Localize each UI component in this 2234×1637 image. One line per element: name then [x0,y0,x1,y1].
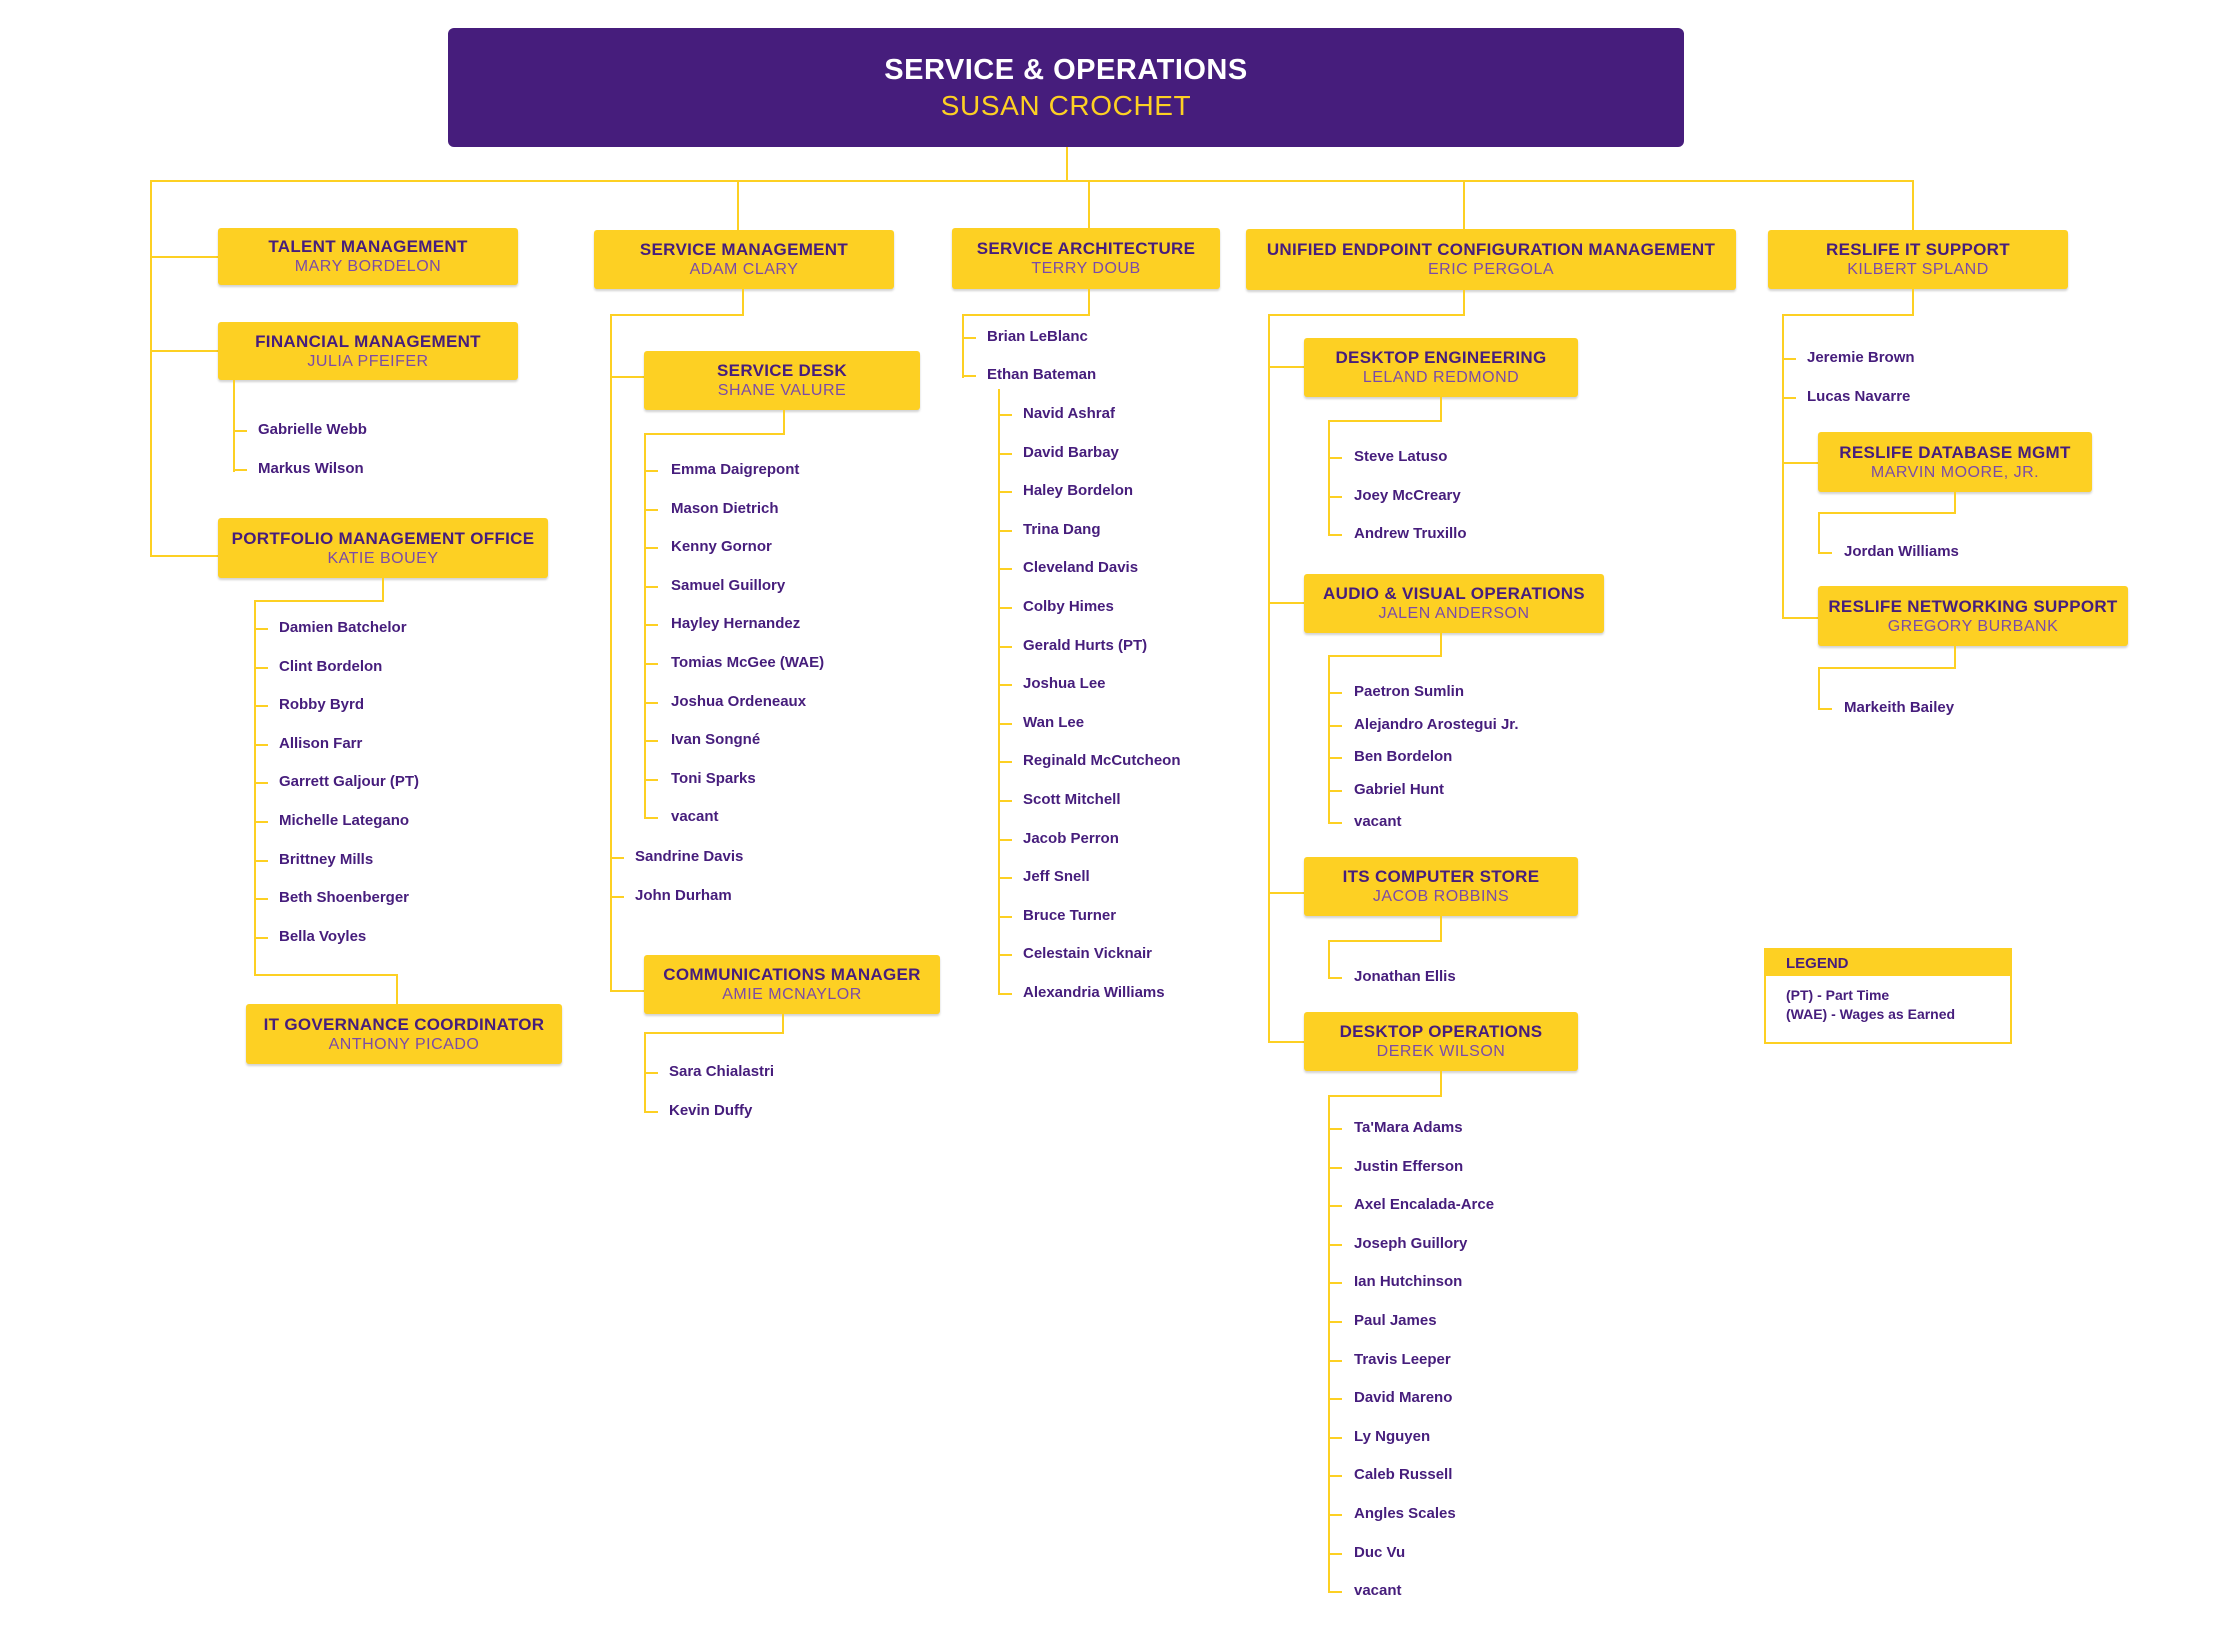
staff-member: Justin Efferson [1354,1157,1464,1175]
connector-line [962,314,964,378]
unit-box-financial [218,322,518,380]
connector-line [254,860,268,862]
staff-member: Angles Scales [1354,1505,1456,1522]
unit-head: GREGORY BURBANK [1887,617,2059,635]
unit-box-resnet [1818,586,2128,646]
staff-member: Markus Wilson [258,460,364,477]
staff-member: Jonathan Ellis [1354,968,1456,985]
unit-head: LELAND REDMOND [1362,369,1520,386]
staff-member: Robby Byrd [279,696,365,714]
staff-member: Emma Daigrepont [671,461,800,478]
unit-head: MARVIN MOORE, JR. [1870,463,2040,481]
connector-line [998,568,1012,570]
connector-line [254,937,268,939]
unit-title: UNIFIED ENDPOINT CONFIGURATION MANAGEMENT [1266,240,1716,259]
connector-line [644,586,658,588]
connector-line [644,1111,658,1113]
staff-member: Clint Bordelon [279,657,383,675]
staff-member: David Mareno [1354,1389,1453,1407]
staff-member: Paetron Sumlin [1354,683,1465,700]
staff-member: Kenny Gornor [671,538,772,556]
connector-line [1066,147,1068,182]
staff-member: Damien Batchelor [279,619,407,636]
connector-line [644,663,658,665]
staff-member: Tomias McGee (WAE) [671,654,825,671]
staff-member: vacant [1354,813,1402,830]
connector-line [782,1014,784,1034]
unit-box-reslife [1768,230,2068,289]
connector-line [1818,667,1820,710]
staff-member: Brian LeBlanc [987,328,1088,345]
unit-title: RESLIFE IT SUPPORT [1826,240,2010,259]
connector-line [1954,492,1956,514]
connector-line [150,180,152,557]
connector-line [1328,757,1342,759]
connector-line [382,578,384,602]
staff-member: Bruce Turner [1023,906,1117,924]
connector-line [1328,655,1442,657]
connector-line [254,898,268,900]
connector-line [1268,314,1270,1043]
staff-member: Gabriel Hunt [1354,780,1445,798]
connector-line [742,289,744,316]
top-unit-head: SUSAN CROCHET [940,89,1192,121]
connector-line [1328,655,1330,824]
connector-line [254,600,384,602]
staff-member: Brittney Mills [279,850,374,868]
connector-line [610,314,612,992]
connector-line [998,954,1012,956]
connector-line [998,414,1012,416]
top-unit-box [448,28,1684,147]
connector-line [1268,314,1465,316]
connector-line [150,256,220,258]
unit-head: DEREK WILSON [1376,1043,1506,1060]
connector-line [1818,667,1956,669]
unit-head: ERIC PERGOLA [1427,261,1555,278]
staff-member: Toni Sparks [671,769,756,787]
connector-line [998,684,1012,686]
staff-member: Haley Bordelon [1023,482,1134,500]
connector-line [1954,646,1956,669]
connector-line [1328,420,1330,536]
legend-title: LEGEND [1766,950,2010,976]
top-unit-title: SERVICE & OPERATIONS [884,53,1248,86]
connector-line [644,470,658,472]
unit-box-uecm [1246,229,1736,290]
connector-line [1328,822,1342,824]
unit-head: TERRY DOUB [1031,260,1141,277]
unit-title: TALENT MANAGEMENT [268,237,468,256]
unit-title: DESKTOP OPERATIONS [1339,1022,1543,1041]
connector-line [1782,617,1820,619]
connector-line [998,993,1012,995]
connector-line [1328,1360,1342,1362]
connector-line [1328,1475,1342,1477]
unit-head: AMIE MCNAYLOR [722,986,862,1003]
staff-member: Ethan Bateman [987,366,1097,383]
connector-line [644,779,658,781]
staff-member: Scott Mitchell [1023,791,1121,808]
connector-line [1463,180,1465,231]
connector-line [254,782,268,784]
connector-line [962,375,976,377]
connector-line [150,180,1914,182]
connector-line [1782,397,1796,399]
connector-line [1328,790,1342,792]
connector-line [998,723,1012,725]
unit-box-svcmgmt [594,230,894,289]
connector-line [644,547,658,549]
connector-line [644,624,658,626]
staff-member: Alejandro Arostegui Jr. [1354,715,1519,733]
connector-line [1782,314,1914,316]
staff-member: Ta'Mara Adams [1354,1119,1463,1136]
connector-line [396,974,398,1006]
staff-member: Lucas Navarre [1807,388,1911,405]
connector-line [998,916,1012,918]
staff-member: David Barbay [1023,443,1119,461]
unit-title: IT GOVERNANCE COORDINATOR [263,1014,545,1034]
staff-member: Wan Lee [1023,713,1085,731]
connector-line [1328,725,1342,727]
staff-member: Hayley Hernandez [671,615,801,633]
connector-line [233,469,247,471]
connector-line [998,761,1012,763]
connector-line [1328,1128,1342,1130]
staff-member: Sandrine Davis [635,848,744,865]
staff-member: vacant [671,808,719,826]
connector-line [1328,1205,1342,1207]
connector-line [998,877,1012,879]
connector-line [1328,1095,1442,1097]
staff-member: Gabrielle Webb [258,421,367,438]
staff-member: Allison Farr [279,734,363,752]
unit-box-store [1304,857,1578,916]
connector-line [254,974,398,976]
staff-member: Jordan Williams [1844,543,1959,560]
legend [1764,948,2012,1044]
connector-line [254,628,268,630]
connector-line [1328,1244,1342,1246]
connector-line [998,646,1012,648]
unit-title: SERVICE ARCHITECTURE [976,239,1196,258]
connector-line [254,821,268,823]
staff-member: Paul James [1354,1312,1437,1329]
unit-head: JACOB ROBBINS [1372,888,1510,905]
unit-box-pmo [218,518,548,578]
staff-member: Navid Ashraf [1023,405,1115,422]
connector-line [644,433,785,435]
unit-head: KILBERT SPLAND [1847,261,1989,278]
connector-line [254,937,256,976]
connector-line [1328,940,1330,979]
staff-member: Ly Nguyen [1354,1427,1431,1445]
unit-box-svcarch [952,228,1220,289]
connector-line [150,555,220,557]
connector-line [1818,552,1832,554]
staff-member: Joseph Guillory [1354,1234,1468,1252]
connector-line [1328,1591,1342,1593]
staff-member: Ian Hutchinson [1354,1273,1463,1291]
connector-line [998,389,1000,995]
connector-line [1328,940,1442,942]
staff-member: Joshua Lee [1023,675,1106,693]
connector-line [233,380,235,472]
connector-line [610,857,624,859]
connector-line [1440,397,1442,422]
connector-line [1440,916,1442,942]
unit-head: KATIE BOUEY [327,549,439,567]
staff-member: Cleveland Davis [1023,559,1139,577]
staff-member: Andrew Truxillo [1354,525,1467,543]
connector-line [1328,1553,1342,1555]
unit-head: MARY BORDELON [294,258,442,275]
connector-line [998,491,1012,493]
unit-title: COMMUNICATIONS MANAGER [663,965,921,984]
connector-line [254,667,268,669]
unit-title: RESLIFE NETWORKING SUPPORT [1828,596,2118,616]
connector-line [610,896,624,898]
staff-member: Jeff Snell [1023,868,1090,886]
connector-line [644,817,658,819]
connector-line [610,376,646,378]
connector-line [1328,1282,1342,1284]
connector-line [1440,1071,1442,1097]
unit-box-desktopops [1304,1012,1578,1071]
unit-head: ANTHONY PICADO [328,1035,480,1053]
staff-member: Sara Chialastri [669,1063,775,1080]
connector-line [1088,289,1090,316]
connector-line [644,509,658,511]
connector-line [233,430,247,432]
staff-member: Steve Latuso [1354,448,1448,465]
legend-item: (WAE) - Wages as Earned [1786,1006,1956,1022]
connector-line [254,744,268,746]
staff-member: Jeremie Brown [1807,349,1915,366]
connector-line [1328,457,1342,459]
unit-box-comms [644,955,940,1014]
connector-line [1463,290,1465,316]
staff-member: Celestain Vicknair [1023,945,1152,963]
connector-line [150,350,220,352]
connector-line [1328,977,1342,979]
staff-member: Axel Encalada-Arce [1354,1196,1495,1214]
staff-member: Reginald McCutcheon [1023,752,1181,770]
unit-box-itgov [246,1004,562,1064]
connector-line [737,180,739,232]
connector-line [1818,708,1832,710]
connector-line [1328,496,1342,498]
connector-line [1328,1167,1342,1169]
staff-member: Alexandria Williams [1023,984,1165,1001]
connector-line [1328,1514,1342,1516]
connector-line [1328,1095,1330,1593]
connector-line [610,990,646,992]
connector-line [1912,289,1914,316]
connector-line [1268,366,1306,368]
connector-line [610,314,744,316]
connector-line [1782,462,1820,464]
staff-member: Travis Leeper [1354,1350,1451,1368]
connector-line [998,839,1012,841]
unit-title: PORTFOLIO MANAGEMENT OFFICE [231,528,535,548]
connector-line [1268,602,1306,604]
staff-member: Mason Dietrich [671,499,779,517]
connector-line [998,800,1012,802]
connector-line [1440,633,1442,657]
unit-head: ADAM CLARY [689,261,799,278]
staff-member: Kevin Duffy [669,1102,753,1119]
unit-box-talent [218,228,518,285]
connector-line [254,600,256,939]
unit-box-resdb [1818,432,2092,492]
staff-member: Jacob Perron [1023,829,1119,847]
unit-title: SERVICE MANAGEMENT [639,240,849,259]
staff-member: Markeith Bailey [1844,699,1955,716]
unit-title: RESLIFE DATABASE MGMT [1839,442,2071,462]
unit-head: SHANE VALURE [717,382,847,399]
connector-line [1268,1041,1306,1043]
connector-line [1328,1321,1342,1323]
connector-line [1088,180,1090,230]
legend-item: (PT) - Part Time [1786,987,1890,1003]
connector-line [1328,1437,1342,1439]
staff-member: Garrett Galjour (PT) [279,773,420,791]
staff-member: Gerald Hurts (PT) [1023,636,1148,654]
connector-line [783,410,785,435]
unit-title: DESKTOP ENGINEERING [1335,348,1547,367]
connector-line [1328,420,1442,422]
staff-member: Ivan Songné [671,731,761,749]
staff-member: Colby Himes [1023,598,1114,615]
unit-box-desktopeng [1304,338,1578,397]
connector-line [1912,180,1914,232]
connector-line [644,740,658,742]
staff-member: vacant [1354,1582,1402,1600]
connector-line [998,607,1012,609]
connector-line [644,702,658,704]
connector-line [998,453,1012,455]
staff-member: Michelle Lategano [279,812,410,829]
staff-member: Trina Dang [1023,520,1101,538]
unit-box-av [1304,574,1604,633]
unit-title: AUDIO & VISUAL OPERATIONS [1323,584,1585,603]
unit-head: JALEN ANDERSON [1378,605,1530,622]
unit-box-svcdesk [644,351,920,410]
staff-member: Duc Vu [1354,1543,1406,1561]
connector-line [998,530,1012,532]
staff-member: Bella Voyles [279,927,367,945]
staff-member: Ben Bordelon [1354,748,1453,765]
staff-member: John Durham [635,887,732,904]
connector-line [1328,534,1342,536]
staff-member: Beth Shoenberger [279,889,410,907]
staff-member: Samuel Guillory [671,576,786,594]
staff-member: Joshua Ordeneaux [671,692,807,710]
unit-title: SERVICE DESK [717,361,847,380]
connector-line [962,314,1090,316]
connector-line [1328,692,1342,694]
connector-line [1268,892,1306,894]
connector-line [644,1032,784,1034]
connector-line [644,1072,658,1074]
connector-line [1328,1398,1342,1400]
unit-title: ITS COMPUTER STORE [1342,867,1540,886]
unit-title: FINANCIAL MANAGEMENT [255,331,481,351]
connector-line [1818,512,1956,514]
unit-head: JULIA PFEIFER [307,352,429,370]
connector-line [254,705,268,707]
staff-member: Joey McCreary [1354,486,1461,504]
connector-line [1782,358,1796,360]
connector-line [1818,512,1820,554]
connector-line [962,337,976,339]
staff-member: Caleb Russell [1354,1466,1453,1484]
